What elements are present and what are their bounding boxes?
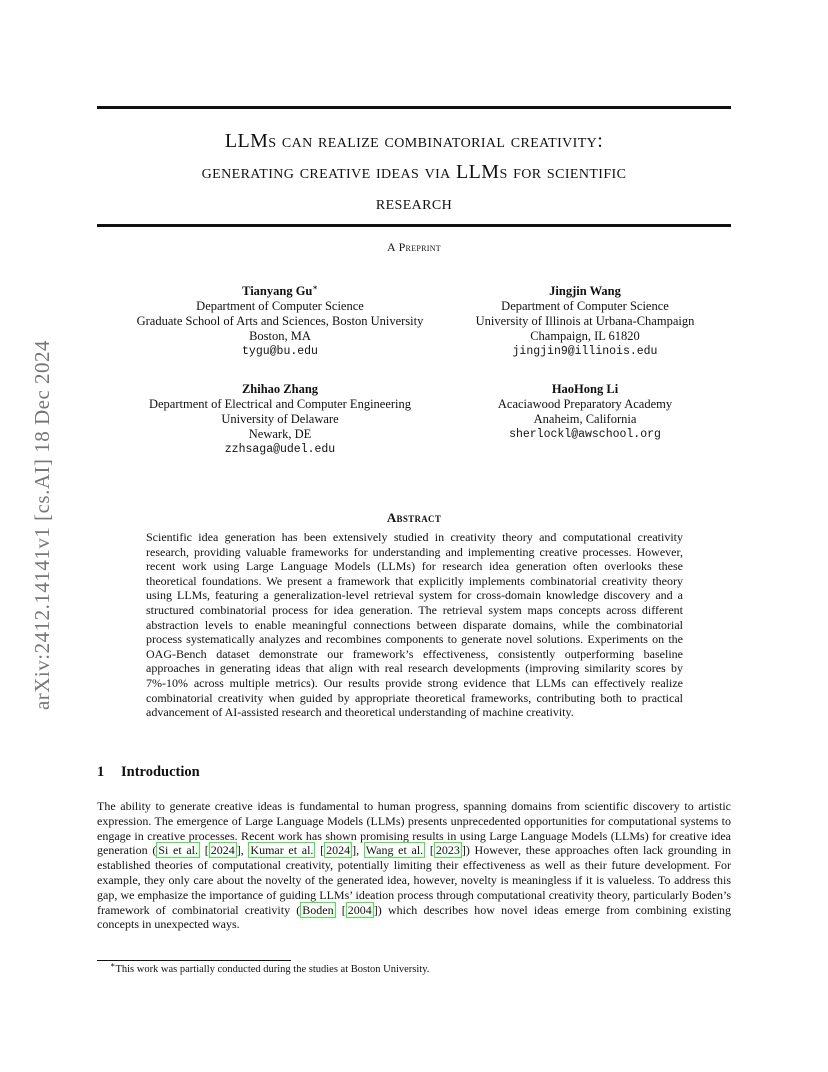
abstract-heading: Abstract xyxy=(386,510,442,525)
author-affiliation: Department of Electrical and Computer Engineering xyxy=(148,397,412,411)
author-affiliation: Acaciawood Preparatory Academy xyxy=(497,397,673,411)
author-affiliation: Graduate School of Arts and Sciences, Boston University xyxy=(136,314,424,328)
preprint-label: A Preprint xyxy=(386,240,441,254)
author-affiliation: Department of Computer Science xyxy=(196,299,364,313)
author-location: Newark, DE xyxy=(248,427,312,441)
author-email[interactable]: tygu@bu.edu xyxy=(242,345,318,358)
citation-year-link[interactable]: 2024 xyxy=(210,843,235,858)
author-affiliation: University of Illinois at Urbana-Champaign xyxy=(475,314,695,328)
author-name: HaoHong Li xyxy=(551,382,619,396)
author-name: Jingjin Wang xyxy=(549,284,621,298)
author-email[interactable]: sherlockl@awschool.org xyxy=(509,428,661,441)
section-heading-introduction xyxy=(97,764,200,781)
author-location: Champaign, IL 61820 xyxy=(530,329,640,343)
footnote-mark[interactable]: ∗ xyxy=(312,282,318,292)
footnote-rule xyxy=(97,960,291,961)
title-rule-bottom xyxy=(97,224,731,227)
author-name: Tianyang Gu∗ xyxy=(242,282,318,298)
title-rule-top xyxy=(97,106,731,109)
citation-link-wang[interactable]: Wang et al. xyxy=(365,843,424,858)
author-name: Zhihao Zhang xyxy=(241,382,319,396)
footnote-mark: ∗ xyxy=(110,960,116,970)
citation-year-link[interactable]: 2004 xyxy=(347,902,372,917)
title-line-2: generating creative ideas via LLMs for scientific xyxy=(201,161,627,183)
section-title: Introduction xyxy=(121,764,200,780)
footnote-text: This work was partially conducted during the studies at Boston University. xyxy=(115,964,430,975)
author-affiliation: Department of Computer Science xyxy=(501,299,669,313)
author-block-gu xyxy=(115,284,445,359)
author-block-wang xyxy=(450,284,720,359)
author-location: Boston, MA xyxy=(249,329,311,343)
author-location: Anaheim, California xyxy=(533,412,637,426)
citation-link-kumar[interactable]: Kumar et al. xyxy=(250,843,314,858)
title-line-1: LLMs can realize combinatorial creativity: xyxy=(224,130,604,152)
paper-title xyxy=(97,126,731,219)
abstract-text: Scientific idea generation has been extensively studied in creativity theory and computational creativity research, providing valuable frameworks for understanding and implementing creative processes. However, recent work using Large Language Models (LLMs) for research idea generation often overlooks these theoretical foundations. We present a framework that explicitly implements combinatorial creativity theory using LLMs, featuring a generalization-level retrieval system for cross-domain knowledge discovery and a structured combinatorial process for idea generation. The retrieval system maps concepts across different abstraction levels to enable meaningful connections between disparate domains, while the combinatorial process systematically analyzes and recombines components to generate novel solutions. Experiments on the OAG-Bench dataset demonstrate our framework’s effectiveness, consistently outperforming baseline approaches in generating ideas that align with real research developments (improving similarity scores by 7%-10% across multiple metrics). Our results provide strong evidence that LLMs can effectively realize combinatorial creativity when guided by appropriate theoretical frameworks, contributing both to practical advancement of AI-assisted research and theoretical understanding of machine creativity. xyxy=(146,530,683,720)
arxiv-identifier[interactable]: arXiv:2412.14141v1 [cs.AI] 18 Dec 2024 xyxy=(30,339,54,711)
author-email[interactable]: jingjin9@illinois.edu xyxy=(512,345,658,358)
introduction-paragraph: The ability to generate creative ideas is fundamental to human progress, spanning domains from scientific discovery to artistic expression. The emergence of Large Language Models (LLMs) presents unprecedented opportunities for computational systems to engage in creative processes. Recent work has shown promising results in using Large Language Models (LLMs) for creative idea generation ( Si et al. [ 2024 ], Kumar et al. [ 2024 ], Wang et al. [ 2023 ]) However, these approaches often lack grounding in established theories of computational creativity, potentially limiting their effectiveness as well as their future development. For example, they only care about the novelty of the generated idea, however, novelty is meaningless if it is valueless. To address this gap, we emphasize the importance of guiding LLMs’ ideation process through computational creativity theory, particularly Boden’s framework of combinatorial creativity ( Boden [ 2004 ]) which describes how novel ideas emerge from combining existing concepts in unexpected ways. xyxy=(97,799,732,932)
citation-link-boden[interactable]: Boden xyxy=(302,902,334,917)
section-number: 1 xyxy=(97,764,105,780)
citation-link-si[interactable]: Si et al. xyxy=(158,843,199,858)
citation-year-link[interactable]: 2024 xyxy=(326,843,351,858)
author-affiliation: University of Delaware xyxy=(221,412,339,426)
title-line-3: research xyxy=(375,192,453,214)
author-email[interactable]: zzhsaga@udel.edu xyxy=(224,443,336,456)
footnote xyxy=(110,960,430,975)
citation-year-link[interactable]: 2023 xyxy=(435,843,460,858)
author-block-li xyxy=(450,382,720,442)
author-block-zhang xyxy=(115,382,445,457)
